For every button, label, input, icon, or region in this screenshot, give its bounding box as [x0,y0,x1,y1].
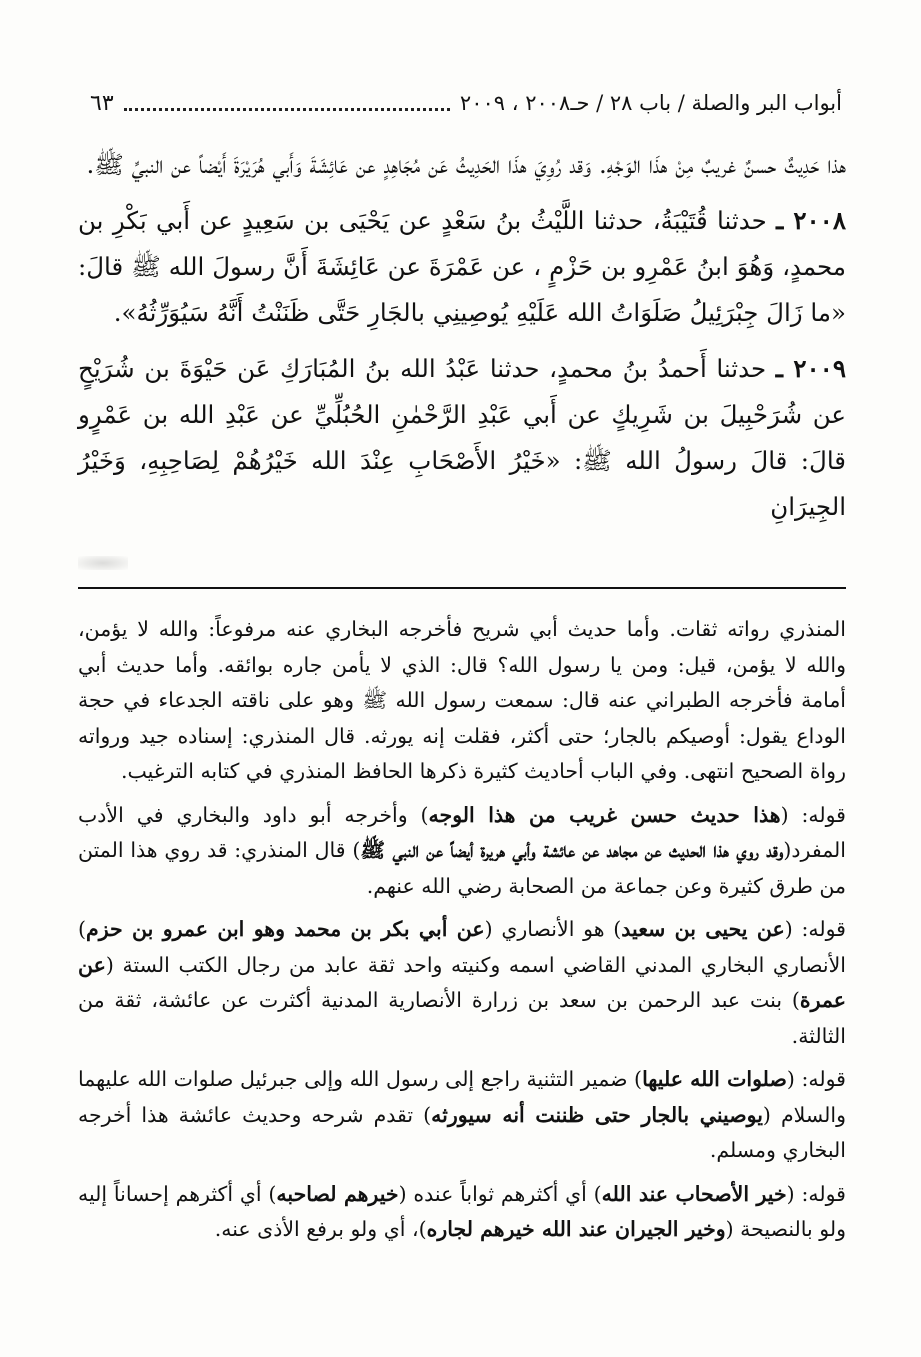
note-text: )، أي ولو برفع الأذى عنه. [214,1217,427,1241]
note-text: ) أي أكثرهم إحساناً إليه ولو بالنصيحة ( [78,1181,846,1241]
hadith-number: ٢٠٠٩ ـ [775,354,846,383]
hadith-body: حدثنا أَحمدُ بنُ محمدٍ، حدثنا عَبْدُ الله بنُ المُبَارَكِ عَن حَيْوَةَ بن شُرَيْحٍ عن شُرَحْبِيلَ بن شَرِيكٍ عن أَبي عَبْدِ الرَّحْمٰنِ الحُبُلِّيِّ عن عَبْدِ الله بن عَمْرٍو قالَ: قالَ رسولُ الله ﷺ: «خَيْرُ الأَصْحَابِ عِنْدَ الله خَيْرُهُمْ لِصَاحِبِهِ، وَخَيْرُ الجِيرَانِ [78,354,846,521]
hadith-number: ٢٠٠٨ ـ [776,206,846,235]
note-text: قوله: ( [786,1067,846,1091]
note-text: ) بنت عبد الرحمن بن سعد بن زرارة الأنصارية المدنية أكثرت عن عائشة، ثقة من الثالثة. [78,988,846,1048]
quoted-text: خيرهم لصاحبه [276,1181,399,1206]
note-paragraph [78,912,846,1054]
note-text: ) وأخرجه أبو داود والبخاري في الأدب المفرد( [78,802,846,862]
quoted-text: عن يحيى بن سعيد [621,917,785,941]
quoted-text: وقد روي هذا الحديث عن مجاهد عن عائشة وأبي هريرة أيضاً عن النبي ﷺ [360,838,784,862]
note-text: ) تقدم شرحه وحديث عائشة هذا أخرجه البخاري ومسلم. [78,1102,846,1162]
note-text: ) ضمير التثنية راجع إلى رسول الله وإلى جبرئيل صلوات الله عليهما والسلام ( [78,1067,846,1127]
note-paragraph [78,798,846,905]
running-header [90,86,842,120]
commentary-notes [78,612,846,1256]
quoted-text: خير الأصحاب عند الله [601,1181,787,1206]
header-leader-dots [124,96,450,111]
ink-smudge [78,556,128,570]
note-text: ) هو الأنصاري ( [484,917,622,941]
note-paragraph: المنذري رواته ثقات. وأما حديث أبي شريح فأخرجه البخاري عنه مرفوعاً: والله لا يؤمن، والله لا يؤمن، قيل: ومن يا رسول الله؟ قال: الذي لا يأمن جاره بوائقه. وأما حديث أبي أمامة فأخرجه الطبراني عنه قال: سمعت رسول الله ﷺ وهو على ناقته الجدعاء في حجة الوداع يقول: أوصيكم بالجار؛ حتى أكثر، فقلت إنه يورثه. قال المنذري: إسناده جيد ورواته رواة الصحيح انتهى. وفي الباب أحاديث كثيرة ذكرها الحافظ المنذري في كتابه الترغيب. [78,617,846,783]
note-paragraph [78,1062,846,1169]
commentary-paragraph: هذا حَدِيثٌ حسنٌ غريبٌ مِنْ هذَا الوَجْهِ. وَقد رُوِيَ هذَا الحَدِيثُ عَن مُجَاهِدٍ عن عَائِشَةَ وَأَبي هُرَيْرَةَ أَيْضاً عن النبيِّ ﷺ. [86,150,846,179]
note-text: ) الأنصاري البخاري المدني القاضي اسمه وكنيته واحد ثقة عابد من رجال الكتب الستة ( [78,917,846,977]
hadith-body: حدثنا قُتَيْبَةُ، حدثنا اللَّيْثُ بنُ سَعْدٍ عن يَحْيَى بن سَعِيدٍ عن أَبي بَكْرِ بن محمدٍ، وَهُوَ ابنُ عَمْرِو بن حَزْمٍ ، عن عَمْرَةَ عن عَائِشَةَ أَنَّ رسولَ الله ﷺ قالَ: «ما زَالَ جِبْرَئِيلُ صَلَوَاتُ الله عَلَيْهِ يُوصِينِي بالجَارِ حَتَّى ظَنَنْتُ أَنَّهُ سَيُوَرِّثُهُ». [78,206,846,327]
quoted-text: وخير الجيران عند الله خيرهم لجاره [426,1217,726,1241]
quoted-text: صلوات الله عليها [642,1067,787,1091]
note-text: قوله: ( [780,802,846,827]
quoted-text: يوصيني بالجار حتى ظننت أنه سيورثه [431,1102,763,1127]
hadith-2008 [78,198,846,336]
footnote-divider [78,587,846,589]
note-paragraph [78,1177,846,1248]
quoted-text: عن عمرة [78,952,846,1012]
note-text: قوله: ( [786,1181,846,1206]
hadith-2009 [78,346,846,530]
note-text: قوله: ( [784,917,846,941]
note-text: ) قال المنذري: قد روي هذا المتن من طرق كثيرة وعن جماعة من الصحابة رضي الله عنهم. [78,838,846,898]
quoted-text: عن أبي بكر بن محمد وهو ابن عمرو بن حزم [86,917,485,941]
quoted-text: هذا حديث حسن غريب من هذا الوجه [428,802,781,827]
hadith-text [78,142,846,540]
page-number: ٦٣ [90,90,114,116]
header-title: أبواب البر والصلة / باب ٢٨ / حـ٢٠٠٨ ، ٢٠٠٩ [459,91,842,115]
note-text: ) أي أكثرهم ثواباً عنده ( [398,1181,602,1206]
